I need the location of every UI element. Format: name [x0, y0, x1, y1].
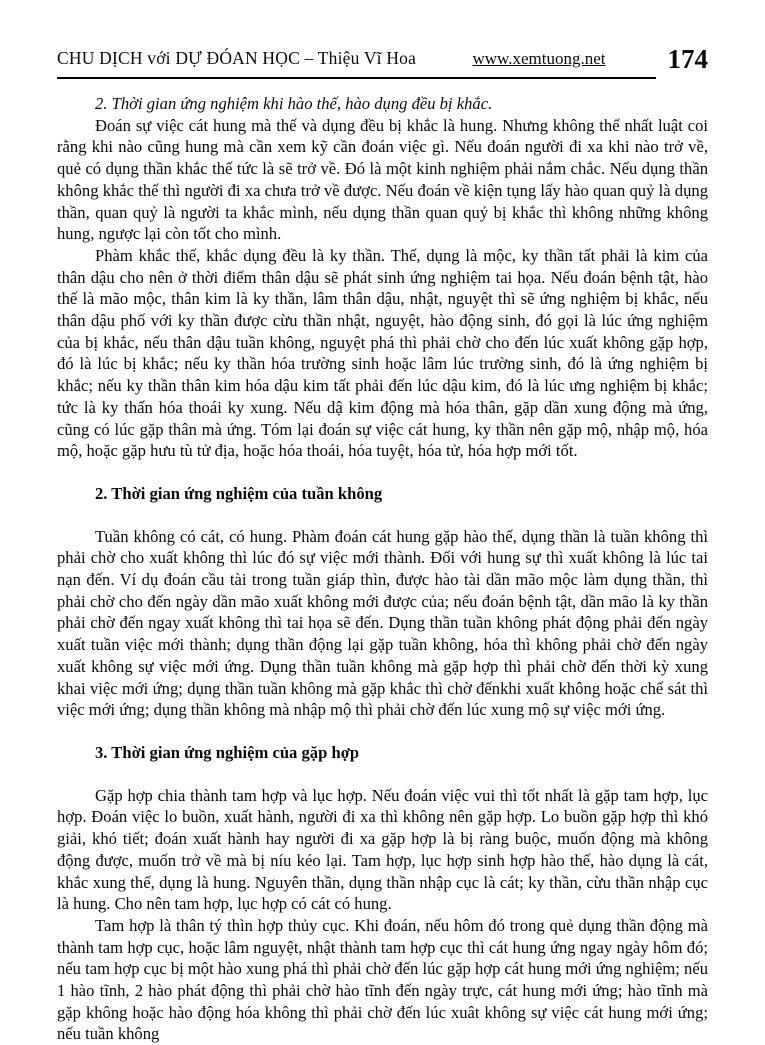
paragraph-2: Phàm khắc thế, khắc dụng đều là ky thần. Thế, dụng là mộc, ky thần tất phải là kim của thân dậu cho nên ở thời điểm thân dậu sẽ phát sinh ứng nghiệm tai họa. Nếu đoán bệnh tật, hào thế là mão mộc, thân kim là ky thần, lâm thân dậu, nhật, nguyệt thì sẽ ứng nghiệm bị khắc, nếu thân dậu phố với ky thần được cừu thần nhật, nguyệt, hào động sinh, đó gọi là lúc ứng nghiệm của bị khắc, nếu thân dậu tuần không, nguyệt phá thì phải chờ cho đến lúc xuất không gặp hợp, đó là lúc bị khắc; nếu ky thần hóa trường sinh hoặc lâm lúc trường sinh, đó là ứng nghiệm bị khắc; nếu ky thần thân kim hóa dậu kim tất phải đến lúc dậu kim, đó là lúc ưng nghiệm bị khắc; tức là ky thấn hóa thoái ky xung. Nếu dậ kim động mà hóa thân, gặp dần xung động mà ứng, cũng có lúc gặp thân mà ứng. Tóm lại đoán sự việc cát hung, ky thần nên gặp mộ, nhập mộ, hóa mộ, hoặc gặp hưu tù tử địa, hoặc hóa thoái, hóa tuyệt, hóa tử, hóa hợp mới tốt.	[57, 245, 708, 461]
header-divider	[57, 77, 656, 79]
paragraph-1: Đoán sự việc cát hung mà thế và dụng đều bị khắc là hung. Nhưng không thể nhất luật coi rằng khi nào cũng hung mà cần xem kỹ cần đoán việc gì. Nếu đoán người đi xa khi nào trở về, quẻ có dụng thần khắc thế tức là sẽ trở về. Đó là một kinh nghiệm phải nắm chắc. Nếu dụng thần không khắc thế thì người đi xa chưa trở về được. Nếu đoán về kiện tụng lấy hào quan quỷ là dụng thần, quan quỷ là người ta khắc mình, nếu dụng thần quan quỷ bị khắc thì không những không hung, ngược lại còn tốt cho mình.	[57, 115, 708, 244]
paragraph-4: Gặp hợp chia thành tam hợp và lục hợp. Nếu đoán việc vui thì tốt nhất là gặp tam hợp, lục hợp. Đoán việc lo buồn, xuất hành, người đi xa thì không nên gặp hợp. Lo buồn gặp hợp thì khó giải, khó tiết; đoán xuất hành hay người đi xa gặp hợp là bị ràng buộc, muốn động mà không động được, muốn trở về mà bị níu kéo lại. Tam hợp, lục hợp sinh hợp hào thế, hào dụng là cát, khắc xung thế, dụng là hung. Nguyên thần, dụng thần nhập cục là cát; ky thần, cừu thần nhập cục là hung. Cho nên tam hợp, lục hợp có cát có hung.	[57, 785, 708, 914]
section-heading-2: 2. Thời gian ứng nghiệm của tuần không	[95, 483, 383, 503]
paragraph-5: Tam hợp là thân tý thìn hợp thủy cục. Khi đoán, nếu hôm đó trong quẻ dụng thần động mà thành tam hợp cục, hoặc lâm nguyệt, nhật thành tam hợp cục thì cát hung ứng ngay ngày hôm đó; nếu tam hợp cục bị một hào xung phá thì phải chờ đến lúc gặp hợp cát hung mới ứng nghiệm; nếu 1 hào tĩnh, 2 hào phát động thì phải chờ hào tĩnh đến ngày trực, cát hung mới ứng; hào tĩnh mà gặp không hoặc hào động hóa không thì phải chờ đến lúc xuât không sự việc cát hung mới ứng; nếu tuần không	[57, 915, 709, 1044]
page-number: 174	[667, 44, 708, 74]
site-url-link[interactable]: www.xemtuong.net	[472, 49, 606, 68]
page-header	[57, 42, 708, 74]
section-heading-3: 3. Thời gian ứng nghiệm của gặp hợp	[95, 742, 360, 762]
paragraph-3: Tuần không có cát, có hung. Phàm đoán cát hung gặp hào thế, dụng thần là tuần không thì phải chờ cho xuất không thì lúc đó sự việc mới thành. Đối với hung sự thì xuất không là lúc tai nạn đến. Ví dụ đoán cầu tài trong tuần giáp thìn, được hào tài dần mão mộc làm dụng thần, thì phải chờ cho đến ngày dần mão xuất không mới được của; nếu đoán bệnh tật, dần mão là ky thần phải chờ đến ngay xuất không thì tai họa sẽ đến. Dụng thần tuần không phát động phải đến ngày xuất tuần việc mới thành; dụng thần động lại gặp tuần không, hóa thì không phải chờ đến ngày xuất không sự việc mới ứng. Dụng thần tuần không mà gặp hợp thì phải chờ đến thời kỳ xung khai việc mới ứng; dụng thần tuần không mà gặp khắc thì chờ đếnkhi xuất không hoặc chế sát thì việc mới ứng; dụng thần không mà nhập mộ thì phải chờ đến lúc xung mộ sự việc mới ứng.	[57, 526, 708, 720]
section-subheading-italic: 2. Thời gian ứng nghiệm khi hào thế, hào dụng đều bị khắc.	[95, 94, 493, 113]
book-title: CHU DỊCH với DỰ ĐÓAN HỌC – Thiệu Vĩ Hoa	[57, 48, 417, 68]
page-content	[57, 93, 708, 1045]
